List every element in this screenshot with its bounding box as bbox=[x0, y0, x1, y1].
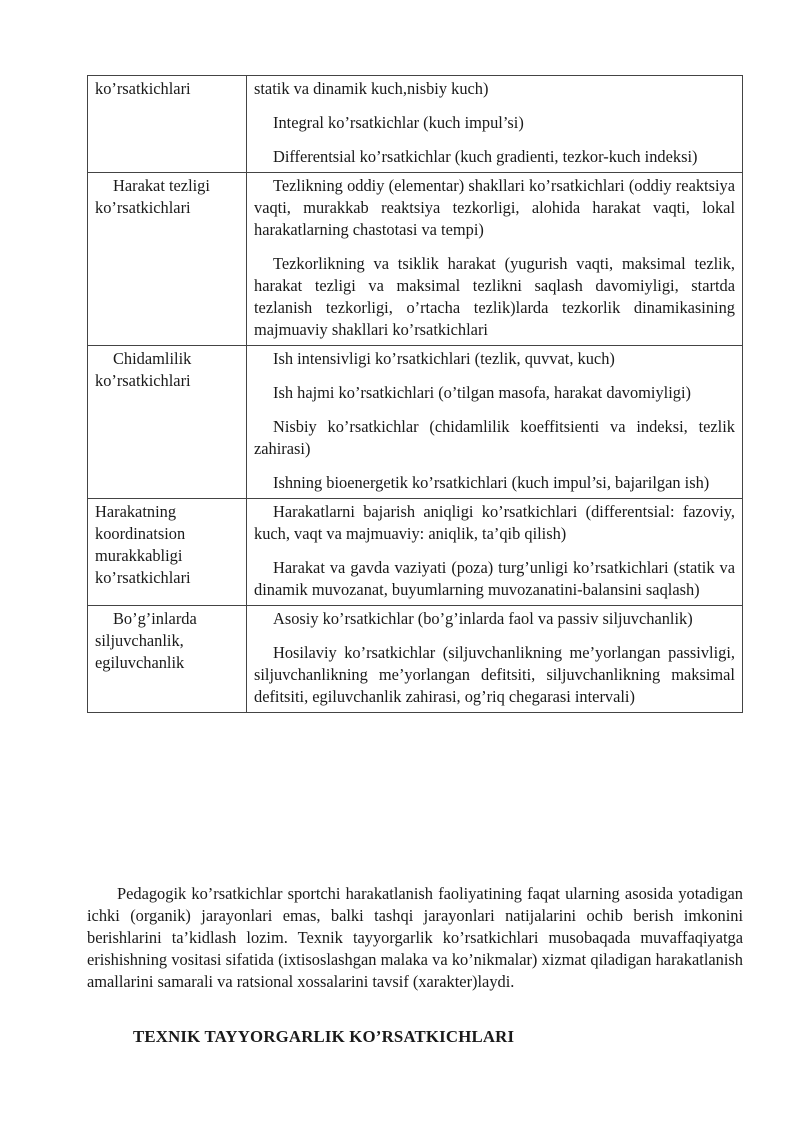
description-item: Ish hajmi ko’rsatkichlari (o’tilgan masofa, harakat davomiyligi) bbox=[273, 383, 691, 402]
body-paragraph: Pedagogik ko’rsatkichlar sportchi harakatlanish faoliyatining faqat ularning asosida yotadigan ichki (organik) jarayonlari emas, balki tashqi jarayonlari natijalarini ochib berish imkonini berishlarini ta’kidlash lozim. Texnik tayyorgarlik ko’rsatkichlari musobaqada muvaffaqiyatga erishishning vositasi sifatida (ixtisoslashgan malaka va ko’nikmalar) xizmat qiladigan harakatlanish amallarini samarali va ratsional xossalarini tavsif (xarakter)laydi. bbox=[87, 884, 743, 991]
description-item: Tezkorlikning va tsiklik harakat (yugurish vaqti, maksimal tezlik, harakat tezligi va maksimal tezlikni saqlash davomiyligi, startda tezlanish tezkorligi, o’rtacha tezlik)larda tezkorlik dinamikasining majmuaviy shakllari ko’rsatkichlari bbox=[254, 254, 735, 339]
category-label: Chidamlilik ko’rsatkichlari bbox=[95, 349, 192, 390]
category-cell bbox=[88, 76, 247, 173]
description-item: Tezlikning oddiy (elementar) shakllari ko’rsatkichlari (oddiy reaktsiya vaqti, murakkab reaktsiya tezkorligi, alohida harakat vaqti, lokal harakatlarning chastotasi va tempi) bbox=[254, 176, 735, 239]
table-row bbox=[88, 173, 743, 346]
description-item: Nisbiy ko’rsatkichlar (chidamlilik koeffitsienti va indeksi, tezlik zahirasi) bbox=[254, 417, 735, 458]
description-item: Asosiy ko’rsatkichlar (bo’g’inlarda faol va passiv siljuvchanlik) bbox=[273, 609, 693, 628]
description-item: statik va dinamik kuch,nisbiy kuch) bbox=[254, 79, 489, 98]
category-cell bbox=[88, 606, 247, 713]
description-cell bbox=[247, 499, 743, 606]
category-cell bbox=[88, 346, 247, 499]
table-row bbox=[88, 346, 743, 499]
table-row bbox=[88, 76, 743, 173]
table-row bbox=[88, 499, 743, 606]
description-item: Ish intensivligi ko’rsatkichlari (tezlik, quvvat, kuch) bbox=[273, 349, 615, 368]
description-item: Harakat va gavda vaziyati (poza) turg’unligi ko’rsatkichlari (statik va dinamik muvozanat, buyumlarning muvozanatini-balansini saqlash) bbox=[254, 558, 735, 599]
description-cell bbox=[247, 606, 743, 713]
description-cell bbox=[247, 76, 743, 173]
category-label: Harakat tezligi ko’rsatkichlari bbox=[95, 176, 210, 217]
section-heading: TEXNIK TAYYORGARLIK KO’RSATKICHLARI bbox=[133, 1027, 515, 1046]
body-paragraph-block bbox=[87, 883, 743, 993]
table-row bbox=[88, 606, 743, 713]
category-label: ko’rsatkichlari bbox=[95, 79, 191, 98]
description-item: Differentsial ko’rsatkichlar (kuch gradienti, tezkor-kuch indeksi) bbox=[273, 147, 698, 166]
description-item: Harakatlarni bajarish aniqligi ko’rsatkichlari (differentsial: fazoviy, kuch, vaqt va majmuaviy: aniqlik, ta’qib qilish) bbox=[254, 502, 735, 543]
description-item: Integral ko’rsatkichlar (kuch impul’si) bbox=[273, 113, 524, 132]
description-item: Hosilaviy ko’rsatkichlar (siljuvchanlikning me’yorlangan passivligi, siljuvchanlikning me’yorlangan defitsiti, siljuvchanlikning maksimal defitsiti, egiluvchanlik zahirasi, og’riq chegarasi intervali) bbox=[254, 643, 735, 706]
category-cell bbox=[88, 173, 247, 346]
indicators-table bbox=[87, 75, 743, 713]
category-label: Bo’g’inlarda siljuvchanlik, egiluvchanlik bbox=[95, 609, 197, 672]
category-cell bbox=[88, 499, 247, 606]
description-cell bbox=[247, 346, 743, 499]
category-label: Harakatning koordinatsion murakkabligi ko’rsatkichlari bbox=[95, 502, 191, 587]
description-cell bbox=[247, 173, 743, 346]
description-item: Ishning bioenergetik ko’rsatkichlari (kuch impul’si, bajarilgan ish) bbox=[273, 473, 710, 492]
